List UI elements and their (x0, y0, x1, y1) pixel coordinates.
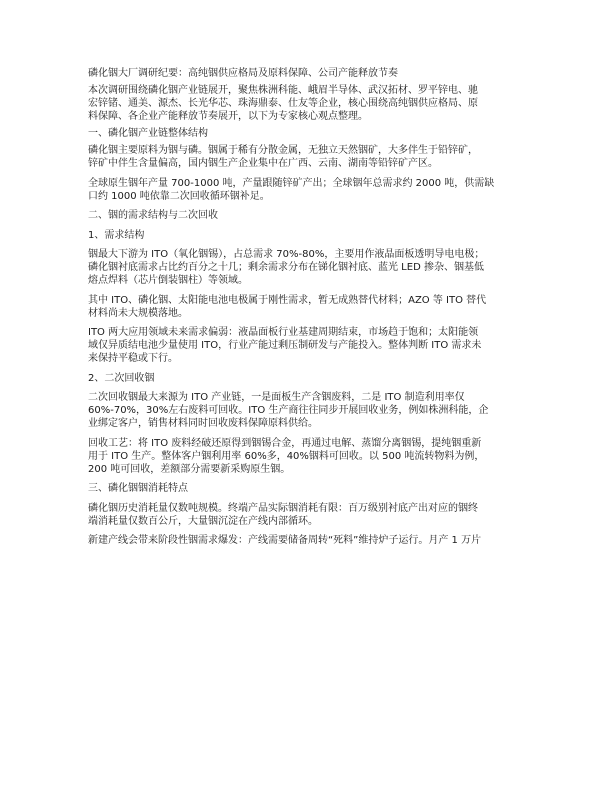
text-line: 本次调研围绕磷化铟产业链展开，聚焦株洲科能、峨眉半导体、武汉拓材、罗平锌电、驰 (88, 85, 478, 96)
paragraph (88, 534, 524, 547)
document-title: 磷化铟大厂调研纪要：高纯铟供应格局及原料保障、公司产能释放节奏 (88, 68, 398, 79)
subsection-heading: 2、二次回收铟 (88, 372, 155, 384)
document-page (88, 67, 524, 547)
intro-paragraph (88, 84, 524, 123)
text-line: 端消耗量仅数百公斤，大量铟沉淀在产线内部循环。 (88, 515, 318, 527)
text-line: 材料尚未大规模落地。 (88, 307, 188, 319)
paragraph (88, 248, 524, 287)
section-heading: 一、磷化铟产业链整体结构 (88, 128, 208, 139)
text-line: 磷化铟主要原料为铟与磷。铟属于稀有分散金属，无独立天然铟矿，大多伴生于铅锌矿， (88, 145, 478, 156)
text-line: 新建产线会带来阶段性铟需求爆发：产线需要储备周转“死料”维持炉子运行。月产 1 万片 (88, 535, 482, 546)
text-line: ITO 两大应用领域未来需求偏弱：液晶面板行业基建周期结束，市场趋于饱和；太阳能领 (88, 327, 479, 338)
text-line: 二次回收铟最大来源为 ITO 产业链，一是面板生产含铟废料，二是 ITO 制造利用率仅 (88, 392, 465, 403)
paragraph (88, 391, 524, 430)
text-line: 料保障、各企业产能释放节奏展开，以下为专家核心观点整理。 (88, 111, 368, 122)
text-line: 用于 ITO 生产。整体客户铟利用率 60%多，40%铟料可回收。以 500 吨流转物料为例， (88, 450, 485, 462)
text-line: 磷化铟衬底需求占比约百分之十几；剩余需求分布在锑化铟衬底、蓝光 LED 掺杂、铟基低 (88, 262, 484, 273)
section-heading: 二、铟的需求结构与二次回收 (88, 210, 218, 221)
text-line: 铟最大下游为 ITO（氧化铟锡），占总需求 70%-80%，主要用作液晶面板透明导电电极； (88, 249, 485, 260)
text-line: 宏锌锗、通美、源杰、长光华芯、珠海鼎泰、仕友等企业，核心围绕高纯铟供应格局、原 (88, 98, 478, 109)
text-line: 业绑定客户，销售材料同时回收废料保障原料供给。 (88, 418, 318, 429)
text-line: 其中 ITO、磷化铟、太阳能电池电极属于刚性需求，暂无成熟替代材料；AZO 等 ITO 替代 (88, 294, 487, 306)
text-line: 60%-70%，30%左右废料可回收。ITO 生产商往往同步开展回收业务，例如株洲科能，企 (88, 405, 489, 416)
paragraph (88, 294, 524, 320)
text-line: 磷化铟历史消耗量仅数吨规模。终端产品实际铟消耗有限：百万级别衬底产出对应的铟终 (88, 502, 478, 514)
text-line: 域仅异质结电池少量使用 ITO，行业产能过剩压制研发与产能投入。整体判断 ITO 需求未 (88, 340, 482, 351)
text-line: 全球原生铟年产量 700-1000 吨，产量跟随锌矿产出；全球铟年总需求约 2000 吨，供需缺 (88, 177, 495, 189)
text-line: 锌矿中伴生含量偏高，国内铟生产企业集中在广西、云南、湖南等铅锌矿产区。 (88, 158, 438, 169)
text-line: 回收工艺：将 ITO 废料经破还原得到铟锡合金，再通过电解、蒸馏分离铟锡，提纯铟重新 (88, 437, 482, 449)
paragraph (88, 326, 524, 365)
section-heading: 三、磷化铟铟消耗特点 (88, 483, 188, 494)
text-line: 200 吨可回收，差额部分需要新采购原生铟。 (88, 463, 291, 475)
paragraph (88, 437, 524, 476)
subsection-heading: 1、需求结构 (88, 229, 145, 241)
text-line: 熔点焊料（芯片倒装铟柱）等领域。 (88, 275, 248, 286)
paragraph (88, 177, 524, 203)
text-line: 来保持平稳或下行。 (88, 353, 178, 364)
text-line: 口约 1000 吨依靠二次回收循环铟补足。 (88, 190, 270, 202)
paragraph (88, 144, 524, 170)
paragraph (88, 502, 524, 528)
